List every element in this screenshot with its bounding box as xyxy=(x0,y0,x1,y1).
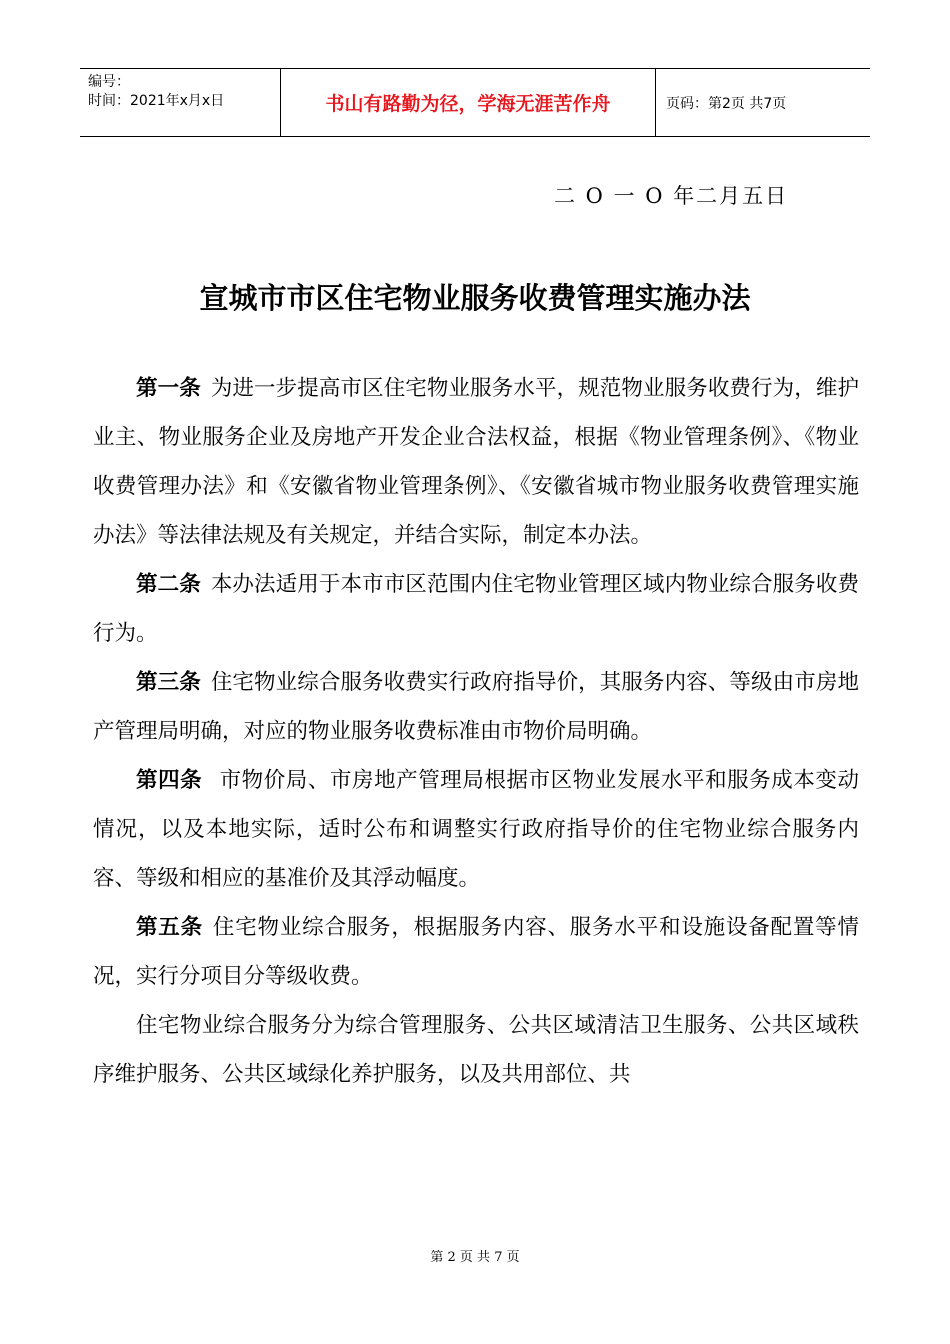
article-text: 为进一步提高市区住宅物业服务水平，规范物业服务收费行为，维护业主、物业服务企业及房地产开发企业合法权益，根据《物业管理条例》、《物业收费管理办法》和《安徽省物业管理条例》、《安徽省城市物业服务收费管理实施办法》等法律法规及有关规定，并结合实际，制定本办法。 xyxy=(93,376,859,548)
header-meta xyxy=(80,69,281,136)
paragraph-continued: 住宅物业综合服务分为综合管理服务、公共区域清洁卫生服务、公共区域秩序维护服务、公共区域绿化养护服务，以及共用部位、共 xyxy=(93,1013,859,1087)
header-page-label: 页码：第2页 共7页 xyxy=(666,95,787,112)
article-1 xyxy=(93,364,859,560)
article-heading: 第一条 xyxy=(136,376,201,401)
document-number-label: 编号： xyxy=(88,74,130,90)
article-heading: 第五条 xyxy=(136,915,203,940)
article-text: 本办法适用于本市市区范围内住宅物业管理区域内物业综合服务收费行为。 xyxy=(93,572,859,646)
document-date: 二 O 一 O 年二月五日 xyxy=(554,184,789,208)
article-5 xyxy=(93,903,859,1001)
header-motto: 书山有路勤为径，学海无涯苦作舟 xyxy=(281,69,656,136)
article-text: 市物价局、市房地产管理局根据市区物业发展水平和服务成本变动情况，以及本地实际，适时公布和调整实行政府指导价的住宅物业综合服务内容、等级和相应的基准价及其浮动幅度。 xyxy=(93,768,859,891)
document-title: 宣城市市区住宅物业服务收费管理实施办法 xyxy=(199,281,751,315)
article-heading: 第四条 xyxy=(136,768,203,793)
article-heading: 第三条 xyxy=(136,670,201,695)
article-4 xyxy=(93,756,859,903)
document-time-label: 时间：2021年x月x日 xyxy=(88,93,225,109)
article-2 xyxy=(93,560,859,658)
page-header xyxy=(80,68,870,137)
article-text: 住宅物业综合服务，根据服务内容、服务水平和设施设备配置等情况，实行分项目分等级收费。 xyxy=(93,915,859,989)
article-heading: 第二条 xyxy=(136,572,201,597)
article-3 xyxy=(93,658,859,756)
page-footer: 第 2 页 共 7 页 xyxy=(430,1250,520,1265)
article-text: 住宅物业综合服务收费实行政府指导价，其服务内容、等级由市房地产管理局明确，对应的物业服务收费标准由市物价局明确。 xyxy=(93,670,859,744)
document-body xyxy=(93,364,859,1099)
